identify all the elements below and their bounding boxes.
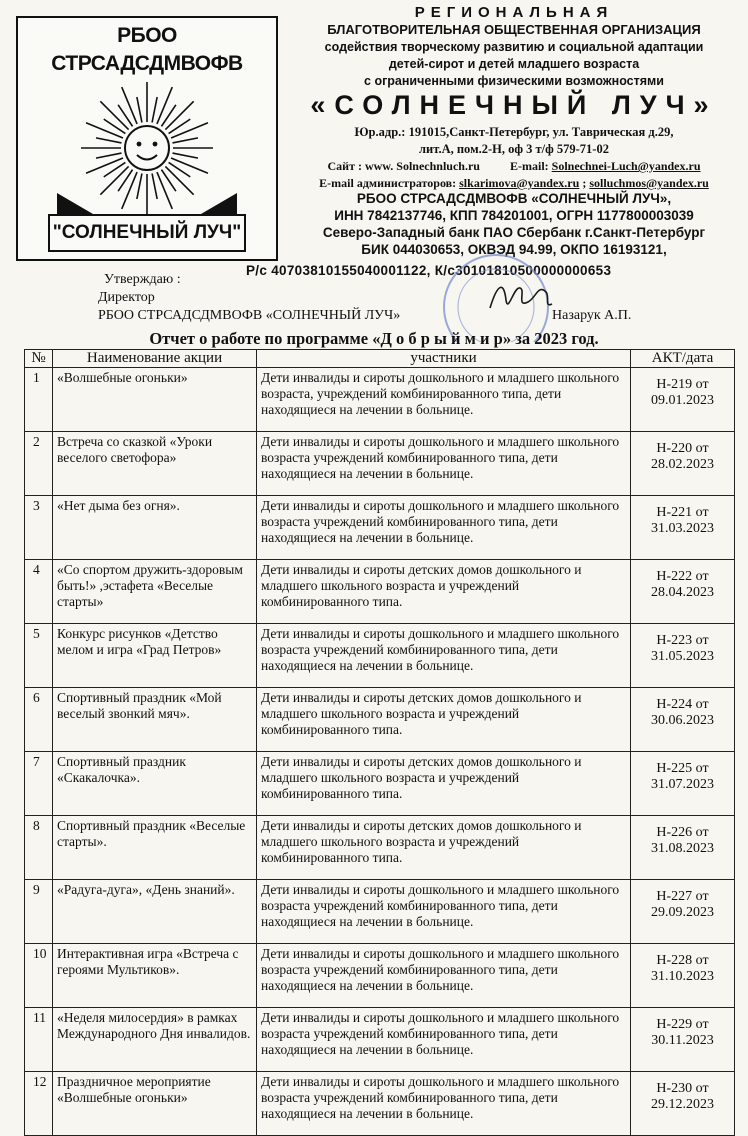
event-act-cell (631, 368, 735, 432)
table-row (25, 624, 735, 688)
header-site-line (290, 159, 738, 174)
logo-abbr: РБОО (117, 24, 177, 47)
row-number: 10 (25, 944, 53, 1008)
event-act-number: Н-222 от (656, 569, 709, 584)
event-participants: Дети инвалиды и сироты детских домов дошкольного и младшего школьного возраста и учреждений комбинированного типа. (257, 560, 631, 624)
event-participants: Дети инвалиды и сироты дошкольного и младшего школьного возраста учреждений комбинированного типа, дети находящиеся на лечении в больнице. (257, 880, 631, 944)
logo-name-box: "СОЛНЕЧНЫЙ ЛУЧ" (48, 214, 246, 252)
event-act-date: 31.05.2023 (651, 649, 714, 664)
row-number: 3 (25, 496, 53, 560)
event-act-date: 30.11.2023 (651, 1033, 714, 1048)
director-org: РБОО СТРСАДСДМВОФВ «СОЛНЕЧНЫЙ ЛУЧ» (98, 308, 401, 323)
sun-ray (157, 172, 172, 209)
event-act-date: 29.09.2023 (651, 905, 714, 920)
sun-ray (86, 123, 123, 138)
table-row (25, 1072, 735, 1136)
event-act-cell (631, 816, 735, 880)
event-participants: Дети инвалиды и сироты детских домов дошкольного и младшего школьного возраста и учреждений комбинированного типа. (257, 688, 631, 752)
event-name: Интерактивная игра «Встреча с героями Мультиков». (53, 944, 257, 1008)
sun-ray (173, 138, 199, 143)
sun-icon (42, 78, 252, 228)
approve-label: Утверждаю : (104, 272, 181, 287)
event-act-date: 31.07.2023 (651, 777, 714, 792)
header-admin-label: E-mail администраторов: (319, 176, 460, 190)
event-act-date: 28.04.2023 (651, 585, 714, 600)
event-act-cell (631, 1072, 735, 1136)
event-act-date: 30.06.2023 (651, 713, 714, 728)
table-row (25, 752, 735, 816)
table-row (25, 880, 735, 944)
requisites-line-4: БИК 044030653, ОКВЭД 94.99, ОКПО 16193121, (361, 242, 667, 257)
table-row (25, 496, 735, 560)
event-act-date: 31.08.2023 (651, 841, 714, 856)
header-email-link[interactable]: Solnechnei-Luch@yandex.ru (551, 159, 701, 173)
event-act-number: Н-226 от (656, 825, 709, 840)
event-name: Праздничное мероприятие «Волшебные огоньки» (53, 1072, 257, 1136)
admin-email-link-1[interactable]: slkarimova@yandex.ru (459, 176, 580, 190)
row-number: 11 (25, 1008, 53, 1072)
event-name: «Радуга-дуга», «День знаний». (53, 880, 257, 944)
event-participants: Дети инвалиды и сироты детских домов дошкольного и младшего школьного возраста и учреждений комбинированного типа. (257, 816, 631, 880)
sun-ray (152, 97, 157, 123)
sun-ray (86, 158, 123, 173)
event-name: «Нет дыма без огня». (53, 496, 257, 560)
event-participants: Дети инвалиды и сироты детских домов дошкольного и младшего школьного возраста и учреждений комбинированного типа. (257, 752, 631, 816)
event-act-number: Н-225 от (656, 761, 709, 776)
col-header-name: Наименование акции (53, 350, 257, 368)
sun-ray (122, 87, 137, 124)
sun-ray (152, 174, 157, 200)
event-act-cell (631, 1008, 735, 1072)
events-table (24, 349, 735, 1136)
sun-ray (137, 174, 142, 200)
table-row (25, 432, 735, 496)
col-header-number: № (25, 350, 53, 368)
event-act-cell (631, 944, 735, 1008)
event-participants: Дети инвалиды и сироты дошкольного и младшего школьного возраста учреждений комбинированного типа, дети находящиеся на лечении в больнице. (257, 944, 631, 1008)
row-number: 1 (25, 368, 53, 432)
sun-ray (122, 172, 137, 209)
logo-full-abbr: СТРСАДСДМВОФВ (51, 52, 243, 75)
event-act-cell (631, 624, 735, 688)
event-participants: Дети инвалиды и сироты дошкольного и младшего школьного возраста учреждений комбинированного типа, дети находящиеся на лечении в больнице. (257, 1072, 631, 1136)
admin-email-separator: ; (579, 176, 590, 190)
event-name: Спортивный праздник «Скакалочка». (53, 752, 257, 816)
event-act-number: Н-230 от (656, 1081, 709, 1096)
event-act-number: Н-228 от (656, 953, 709, 968)
event-name: «Со спортом дружить-здоровым быть!» ,эстафета «Веселые старты» (53, 560, 257, 624)
table-row (25, 688, 735, 752)
event-name: Спортивный праздник «Мой веселый звонкий мяч». (53, 688, 257, 752)
table-row (25, 1008, 735, 1072)
event-participants: Дети инвалиды и сироты дошкольного и младшего школьного возраста учреждений комбинированного типа, дети находящиеся на лечении в больнице. (257, 496, 631, 560)
row-number: 7 (25, 752, 53, 816)
sun-ray (171, 158, 208, 173)
sun-ray (137, 97, 142, 123)
header-address-2: лит.А, пом.2-Н, оф 3 т/ф 579-71-02 (419, 142, 609, 156)
event-participants: Дети инвалиды и сироты дошкольного и младшего школьного возраста учреждений комбинированного типа, дети находящиеся на лечении в больнице. (257, 1008, 631, 1072)
event-act-date: 09.01.2023 (651, 393, 714, 408)
row-number: 9 (25, 880, 53, 944)
signature-icon (486, 278, 556, 318)
sun-ray (96, 138, 122, 143)
event-participants: Дети инвалиды и сироты дошкольного и младшего школьного возраста учреждений комбинированного типа, дети находящиеся на лечении в больнице. (257, 432, 631, 496)
director-name: Назарук А.П. (552, 308, 632, 323)
header-email-label: E-mail: (509, 159, 552, 173)
event-act-date: 31.03.2023 (651, 521, 714, 536)
event-name: Спортивный праздник «Веселые старты». (53, 816, 257, 880)
event-act-number: Н-229 от (656, 1017, 709, 1032)
row-number: 6 (25, 688, 53, 752)
table-row (25, 944, 735, 1008)
table-header-row (25, 350, 735, 368)
header-goal-1: содействия творческому развитию и социальной адаптации (324, 40, 704, 54)
event-act-number: Н-227 от (656, 889, 709, 904)
requisites-line-1: РБОО СТРСАДСДМВОФВ «СОЛНЕЧНЫЙ ЛУЧ», (356, 191, 672, 206)
event-act-cell (631, 432, 735, 496)
row-number: 8 (25, 816, 53, 880)
event-act-cell (631, 496, 735, 560)
col-header-act: АКТ/дата (631, 350, 735, 368)
event-name: «Волшебные огоньки» (53, 368, 257, 432)
header-admin-line (290, 176, 738, 191)
event-act-cell (631, 688, 735, 752)
event-name: «Неделя милосердия» в рамках Международного Дня инвалидов. (53, 1008, 257, 1072)
event-act-number: Н-221 от (656, 505, 709, 520)
org-logo (16, 16, 278, 261)
table-row (25, 816, 735, 880)
event-participants: Дети инвалиды и сироты дошкольного и младшего школьного возраста, учреждений комбинированного типа, дети находящиеся на лечении в больнице. (257, 368, 631, 432)
sun-ray (171, 123, 208, 138)
bank-accounts: Р/с 40703810155040001122, К/с30101810500000000653 (246, 263, 612, 278)
row-number: 4 (25, 560, 53, 624)
event-act-cell (631, 560, 735, 624)
table-row (25, 368, 735, 432)
row-number: 12 (25, 1072, 53, 1136)
table-row (25, 560, 735, 624)
event-act-date: 31.10.2023 (651, 969, 714, 984)
sun-ray (96, 153, 122, 158)
requisites-line-3: Северо-Западный банк ПАО Сбербанк г.Санкт-Петербург (322, 225, 706, 240)
director-position: Директор (98, 290, 155, 305)
event-name: Конкурс рисунков «Детство мелом и игра «Град Петров» (53, 624, 257, 688)
event-act-cell (631, 880, 735, 944)
row-number: 2 (25, 432, 53, 496)
event-act-number: Н-223 от (656, 633, 709, 648)
header-region: РЕГИОНАЛЬНАЯ (414, 4, 614, 21)
header-site: Сайт : www. Solnechnluch.ru (327, 159, 480, 173)
report-title: Отчет о работе по программе «Д о б р ы й м и р» за 2023 год. (149, 329, 599, 348)
event-act-date: 29.12.2023 (651, 1097, 714, 1112)
header-goal-2: детей-сирот и детей младшего возраста (388, 57, 640, 71)
requisites-line-2: ИНН 7842137746, КПП 784201001, ОГРН 1177800003039 (334, 208, 694, 223)
sun-ray (173, 153, 199, 158)
event-name: Встреча со сказкой «Уроки веселого светофора» (53, 432, 257, 496)
event-act-number: Н-219 от (656, 377, 709, 392)
row-number: 5 (25, 624, 53, 688)
header-org-type: БЛАГОТВОРИТЕЛЬНАЯ ОБЩЕСТВЕННАЯ ОРГАНИЗАЦИЯ (327, 22, 701, 37)
event-act-number: Н-224 от (656, 697, 709, 712)
event-act-number: Н-220 от (656, 441, 709, 456)
col-header-participants: участники (257, 350, 631, 368)
event-participants: Дети инвалиды и сироты дошкольного и младшего школьного возраста учреждений комбинированного типа, дети находящиеся на лечении в больнице. (257, 624, 631, 688)
event-act-cell (631, 752, 735, 816)
admin-email-link-2[interactable]: solluchmos@yandex.ru (589, 176, 709, 190)
header-goal-3: с ограниченными физическими возможностями (364, 74, 664, 88)
event-act-date: 28.02.2023 (651, 457, 714, 472)
header-org-name: «СОЛНЕЧНЫЙ ЛУЧ» (310, 90, 718, 120)
sun-ray (157, 87, 172, 124)
header-address-1: Юр.адр.: 191015,Санкт-Петербург, ул. Таврическая д.29, (354, 125, 674, 139)
